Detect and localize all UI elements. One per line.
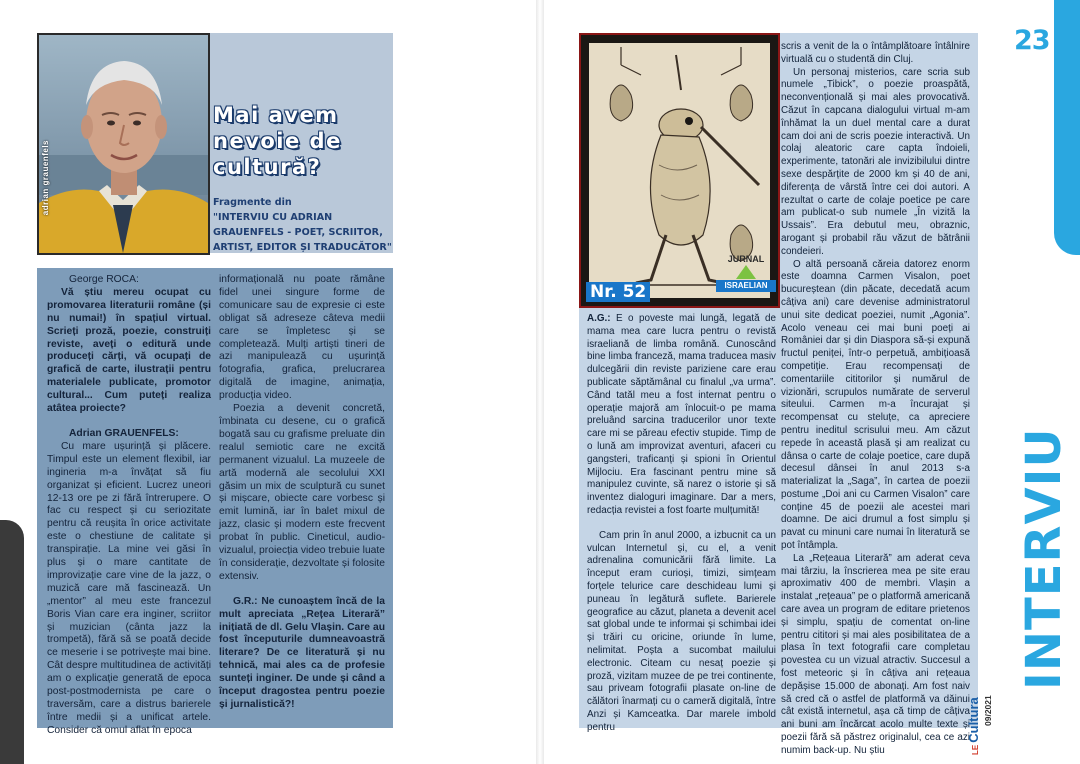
answer-paragraph: O altă persoană căreia datorez enorm este doamna Carmen Visalon, poet bucureștean (din păcate, decedată acum câțiva ani) care devenise administratorul unui site dedicat poeziei, numit „Agonia”. Acolo veneau cei mai buni poeți ai României dar și din Diaspora să-și expună fructul peniței, într-o perpetuă, ambițioasă competiție. Erau recompensați de comentariile cititorilor și numărul de vizionări, scrupulos numărate de serverul siteului. Carmen m-a încurajat și recompensat cu steluțe, ca apreciere pentru ineditul scrisului meu. Am căzut repede în aceastǎ plasă și am realizat cu dânsa o carte de colaje poetice, care după decesul dânsei în anul 2013 s-a materializat la „Saga”, în cartea de poezii postume „Doi ani cu Carmen Visalon” care conține 45 de poezii ale acestei mari doamne. De aici drumul a fost simplu și pavat cu minuni care numai în literatură se pot întâmpla. (781, 258, 970, 552)
magazine-prefix: LE (971, 744, 980, 755)
subtitle-line: ARTIST, EDITOR ȘI TRADUCĂTOR" (213, 242, 392, 253)
triangle-icon (736, 265, 756, 279)
page-spine (536, 0, 544, 764)
section-label-interviu: INTERVIU (1016, 427, 1072, 690)
author-portrait-illustration (39, 35, 208, 253)
right-column-2 (781, 41, 970, 758)
answer-text: E o poveste mai lungă, legată de mama mea care lucra pentru o revistă israeliană de limba română. Cunoscând bine limba franceză, mama traducea masiv dulcegării din reviste pariziene care erau publicate săptămânal cu finalul „va urma”. Când tatăl meu a fost internat pentru o operație majoră am înlocuit-o pe mama preluând sarcina traducerilor unor texte care mi se păreau efectiv stupide. Timp de o lună am improvizat aventuri, afaceri cu gangsteri, traficanți și spioni în Orientul Mijlociu. Era fascinant pentru mine să manipulez cuvinte, să narez o istorie și să inventez dialoguri imaginare. Dar a mers, redacția revistei a fost foarte mulțumită! (587, 313, 776, 516)
right-edge-tab (1054, 0, 1080, 255)
issue-date: 09/2021 (983, 695, 993, 726)
answer-paragraph: Un personaj misterios, care scria sub numele „Tibick”, o poezie proaspătă, neconvențională și mai ales provocativă. Căzut în capcana dialogului virtual m-am înhămat la un duel mental care a durat cam doi ani de scris poezie interactivă. Un colaj aleatoric care capta îndoieli, experimente, tatonări ale invizibilului dintre sexe despărțite de 2000 km și 40 de ani, diferența de vârstă între cei doi autori. A rezultat o carte de colaje poetice pe care am publicat-o sub numele „În vizită la Ussais”. Era debutul meu, obraznic, arogant și probabil rău văzut de bătrânii condeieri. (781, 66, 970, 257)
issue-number-badge: Nr. 52 (586, 282, 650, 302)
speaker-name: George ROCA: (69, 274, 139, 285)
jurnal-label: JURNAL (727, 254, 765, 264)
title-line: Mai avem (213, 103, 339, 127)
question-paragraph: G.R.: Ne cunoaștem încă de la mult apreciata „Rețea Literară” inițiată de dl. Gelu Vlașin. Care au fost începuturile dumneavoastră literare? De ce literatură și nu tehnică, mai ales ca de profesie sunteți inginer. De unde și când a început dragostea pentru poezie și jurnalistică?! (219, 595, 385, 710)
page-number: 23 (1014, 25, 1050, 56)
subtitle-line: GRAUENFELS - POET, SCRIITOR, (213, 227, 383, 238)
magazine-logo (966, 697, 981, 755)
title-line: cultură? (213, 155, 322, 179)
answer-paragraph: Cam prin în anul 2000, a izbucnit ca un vulcan Internetul și, cu el, a venit adrenalina comunicării fără limite. La început eram curioși, timizi, simțeam forțele telurice care deschideau lumi și puneau în legătură suflete. Barierele geografice au căzut, planeta a devenit acel sat global unde te informai și schimbai idei și trăiri cu oricine, oriunde în lume, nelimitat. Poșta a sucombat mailului electronic. Citeam cu nesaț poezie și proză, vizitam muzee de pe trei continente, sau priveam fotografii plasate on-line de călători înarmați cu o cameră digitală, între Anzi și Kamceatka. Dar marele imbold pentru (587, 529, 776, 733)
speaker-initials: A.G.: (587, 313, 611, 324)
right-column-1 (587, 313, 776, 735)
article-subtitle (213, 195, 391, 255)
answer-paragraph: Poezia a devenit concretă, îmbinata cu desene, cu o grafică bogată sau cu grafisme preluate din realul semiotic care ne excită permanent vizualul. La muzeele de artă modernă ale secolului XXI găsim un mix de sculptură cu sunet și mișcare, obiecte care vorbesc și emit lumină, iar în balet mixul de jazz, clasic și modern este frecvent probat în public. Cineticul, audio-vizualul, proiecția video trebuie luate în considerație, dezvoltate și folosite extensiv. (219, 403, 385, 582)
answer-paragraph: informațională nu poate rămâne fidel unei singure forme de comunicare sau de expresie ci este obligat să adreseze câteva medii care se împletesc și se completează. Mulți artiști tineri de azi manipulează cu ușurință fotografia, grafica, prelucrarea digitală de imagine, animația, producția video. (219, 274, 385, 402)
title-line: nevoie de (213, 129, 342, 153)
magazine-name: Cultura (966, 697, 981, 743)
author-photo (37, 33, 210, 255)
answer-paragraph: scris a venit de la o întâmplătoare întâlnire virtuală cu o studentă din Cluj. (781, 41, 970, 65)
left-column-2 (219, 274, 385, 712)
article-title (213, 102, 388, 180)
answer-paragraph (587, 313, 776, 518)
jurnal-israelian-logo (716, 254, 776, 292)
answer-paragraph: La „Rețeaua Literară” am aderat ceva mai târziu, la înscrierea mea pe site erau aproximativ 400 de membri. Vlașin a instalat „rețeaua” pe o platformă americană care avea un program de editare prietenos și simplu, spațiu de comentat on-line pentru cititori și mai ales posibilitatea de a plasa în text fotografii care completau povestea cu un vizual atractiv. Succesul a fost meteoric și în câțiva ani rețeaua depășise 15.000 de abonați. Am fost naiv să cred că o astfel de platformă va dăinui cât există internetul, așa că timp de câțiva ani buni am încărcat acolo multe texte și poezii fără să păstrez originalul, cea ce azi numim back-up. Nu știu (781, 552, 970, 756)
left-column-1 (47, 274, 211, 738)
answer-paragraph: Cu mare ușurință și plăcere. Timpul este un element flexibil, iar ingineria m-a învățat să fiu organizat și eficient. Lucrez uneori 12-13 ore pe zi fără întrerupere. O fac cu respect și cu seriozitate pentru că reușita în orice activitate este o chestiune de calitate și transpirație. La mine vei găsi în plus și o mare cantitate de improvizație care vine de la jazz, o muzică care mă fascinează. Un „mentor” al meu este francezul Boris Vian care era inginer, scriitor și muzician (cânta jazz la trompetă), fără să se poată decide ce meserie i se potrivește mai bine. Cât despre multitudinea de activități am o explicație generată de epoca post-postmodernista pe care o traversăm, care a distrus barierele între medii și a unificat artele. Consider că omul aflat în epoca (47, 440, 211, 736)
israelian-label: ISRAELIAN (716, 280, 776, 292)
photo-credit: adrian grauenfels (41, 140, 50, 216)
subtitle-line: Fragmente din (213, 197, 292, 208)
subtitle-line: "INTERVIU CU ADRIAN (213, 212, 333, 223)
speaker-name: Adrian GRAUENFELS: (69, 427, 179, 439)
left-edge-tab (0, 520, 24, 764)
question-paragraph: Vă știu mereu ocupat cu promovarea literaturii române (și nu numai!) în spațiul virtual. Scrieți proză, poezie, construiți reviste, aveți o editură unde produceți cărți, vă ocupați de grafică de carte, ilustrații pentru materialele publicate, promotor cultural... Cum puteți realiza atâtea proiecte? (47, 286, 211, 415)
